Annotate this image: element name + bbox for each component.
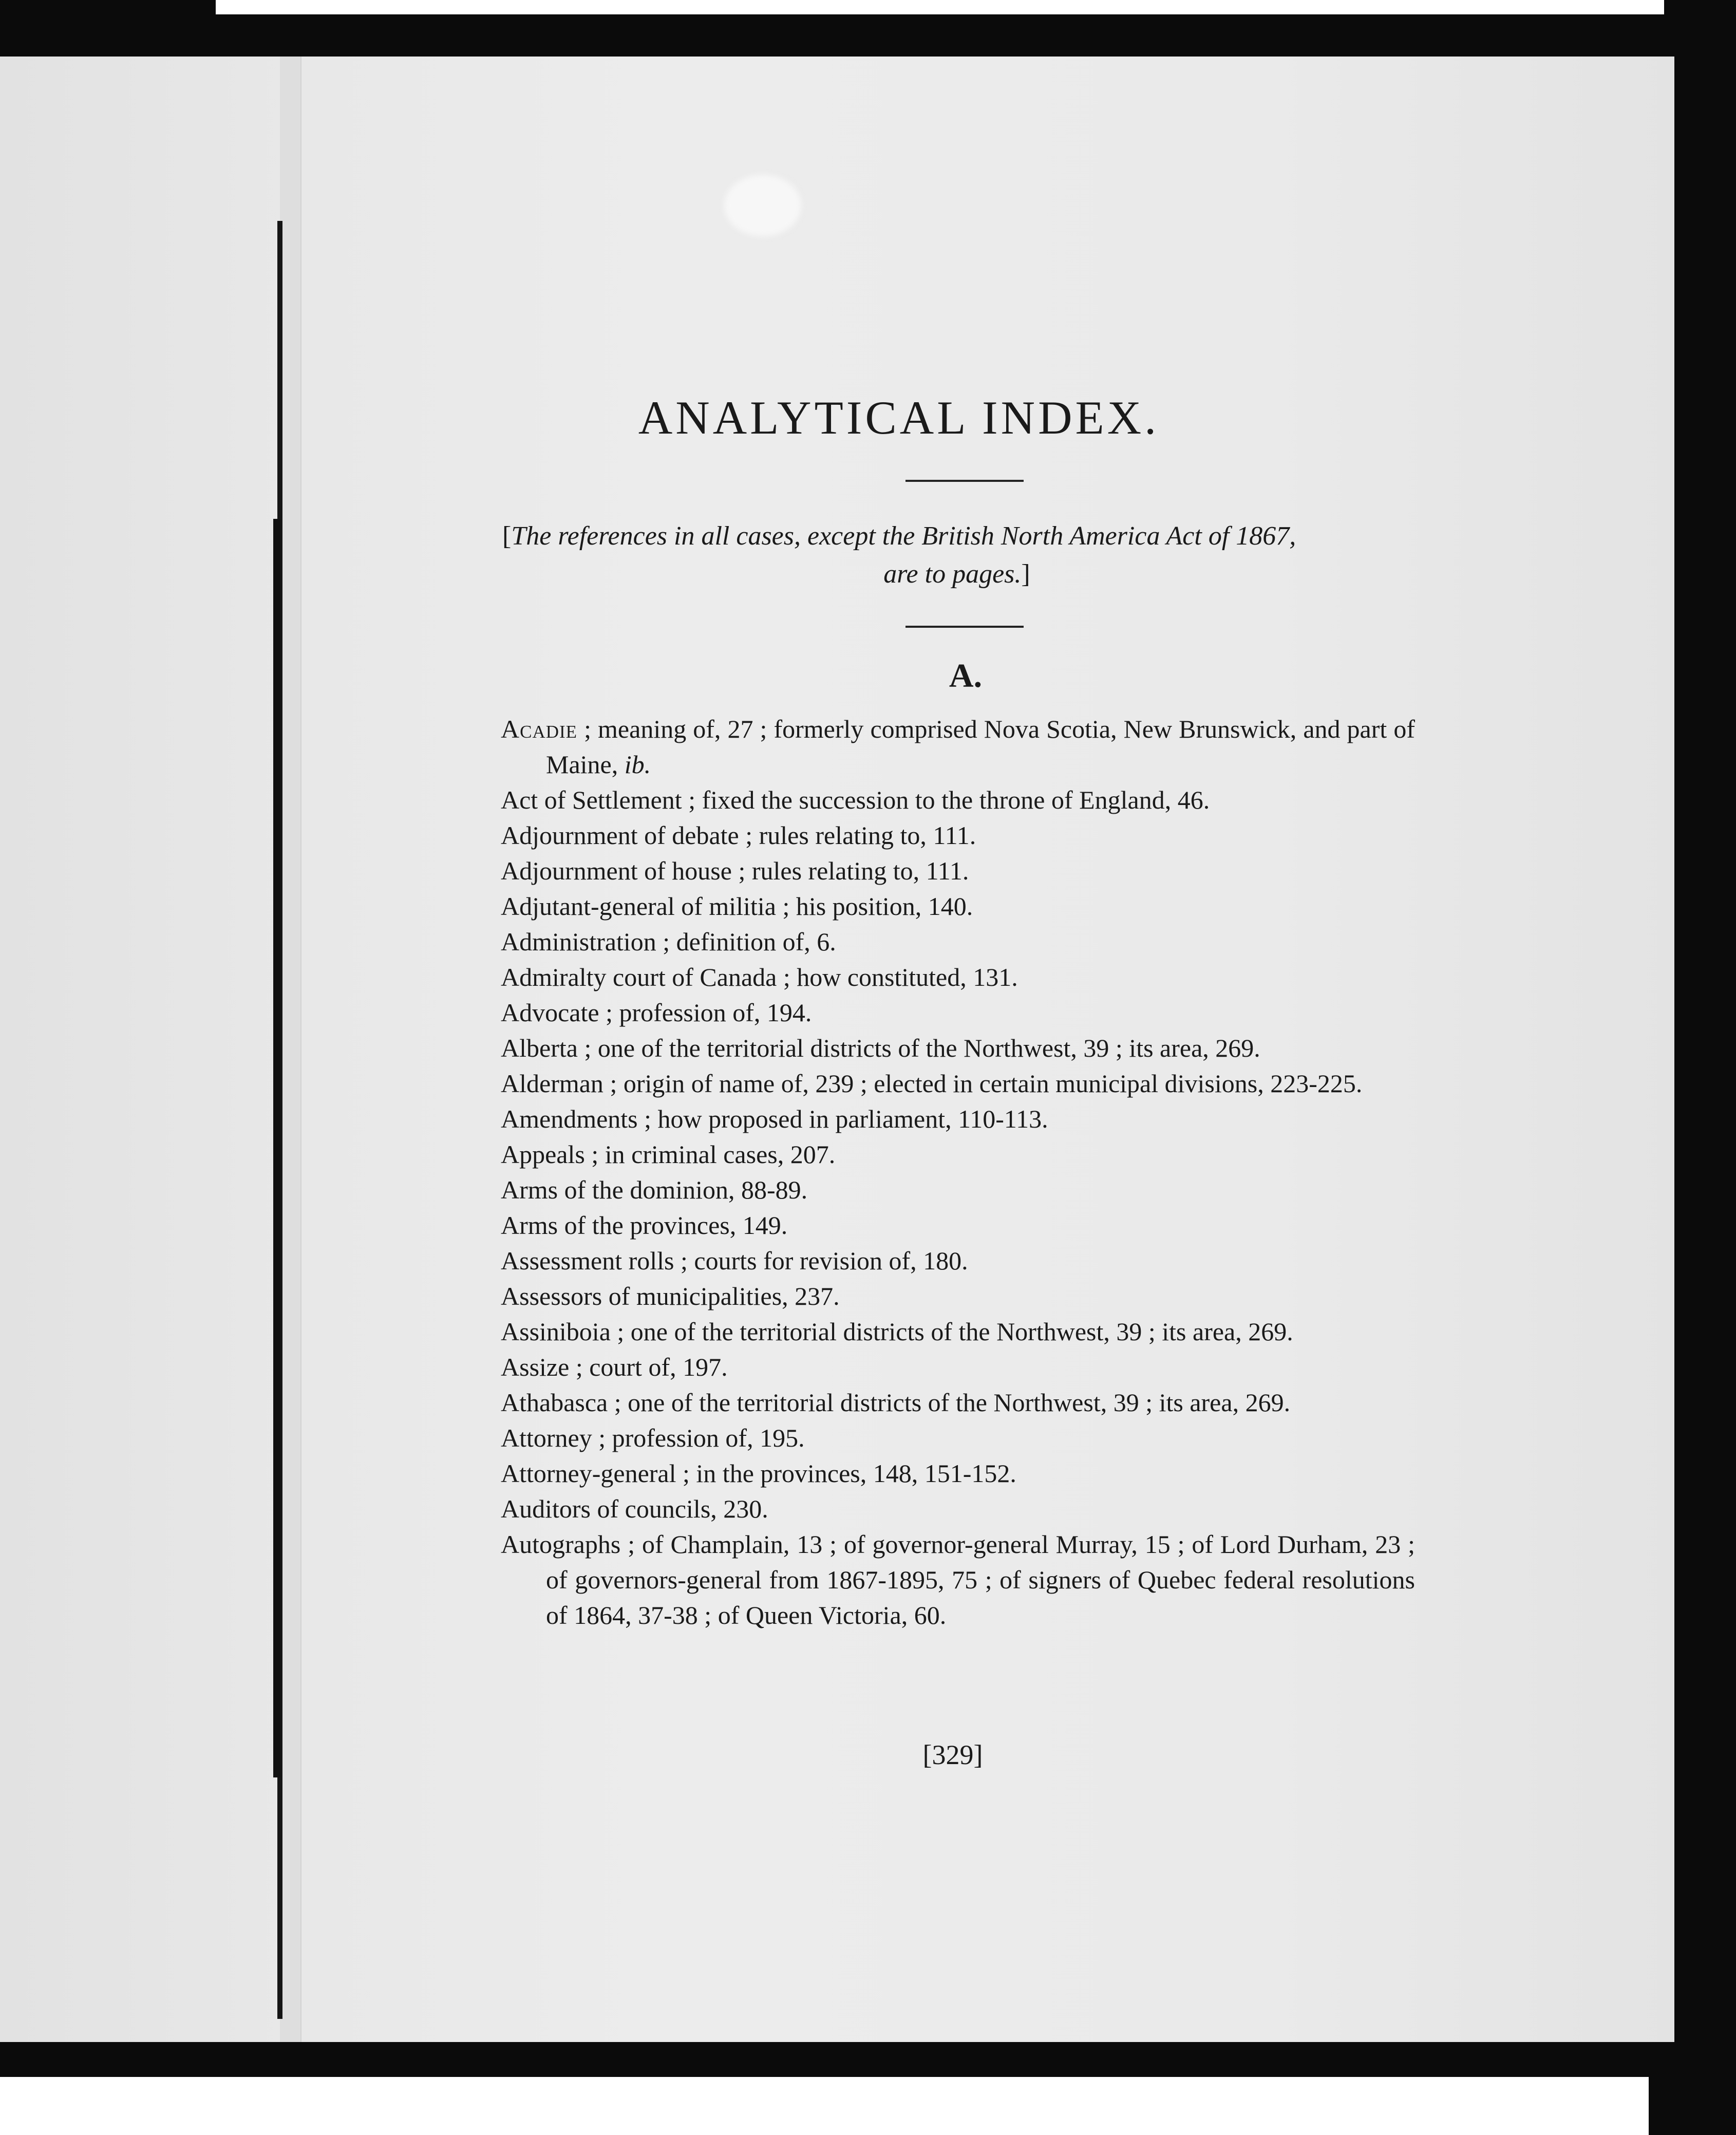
entry-heading: Adjournment of house — [501, 856, 732, 885]
entry-heading: Alderman — [501, 1069, 603, 1098]
entry-heading: Amendments — [501, 1104, 638, 1133]
entry-references: , 88-89. — [728, 1175, 808, 1204]
entry-heading: Athabasca — [501, 1388, 608, 1417]
index-entry — [501, 1491, 1415, 1527]
entry-references: , 230. — [710, 1494, 768, 1523]
index-entry — [501, 1385, 1415, 1420]
index-entry — [501, 1031, 1415, 1066]
entry-references: ; courts for revision of, 180. — [674, 1246, 968, 1275]
entry-references: ; origin of name of, 239 ; elected in certain municipal divisions, 223-225. — [603, 1069, 1363, 1098]
index-entry — [501, 1066, 1415, 1101]
index-entry — [501, 711, 1415, 782]
index-entry — [501, 1172, 1415, 1208]
note-open-bracket: [ — [502, 521, 512, 551]
entry-references: , 149. — [729, 1211, 788, 1240]
entry-references: ; of Champlain, 13 ; of governor-general Murray, 15 ; of Lord Durham, 23 ; of governors-general from 1867-1895, 75 ; of signers of Quebec federal resolutions of 1864, 37-38 ; of Queen Victoria, 60. — [546, 1530, 1415, 1630]
index-entry — [501, 889, 1415, 924]
entry-references: ; profession of, 195. — [592, 1424, 805, 1452]
entry-references: ; in the provinces, 148, 151-152. — [676, 1459, 1016, 1488]
entry-references: ; one of the territorial districts of the Northwest, 39 ; its area, 269. — [577, 1034, 1260, 1062]
note-text-line-1: The references in all cases, except the British North America Act of 1867, — [511, 521, 1296, 551]
index-entry — [501, 1243, 1415, 1279]
entry-heading: Attorney — [501, 1424, 592, 1452]
entry-heading: Adjutant-general of militia — [501, 892, 776, 921]
entry-heading: Advocate — [501, 998, 599, 1027]
index-entry — [501, 782, 1415, 818]
page-title: ANALYTICAL INDEX. — [638, 391, 1160, 444]
entry-references: , 237. — [782, 1282, 840, 1310]
index-entry — [501, 1137, 1415, 1172]
entry-heading: Administration — [501, 927, 656, 956]
entry-heading: Assize — [501, 1353, 570, 1381]
entry-heading: Acadie — [501, 715, 578, 743]
entry-references: ; meaning of, 27 ; formerly comprised Nova Scotia, New Brunswick, and part of Maine, — [546, 715, 1415, 779]
section-heading-a: A. — [949, 657, 983, 695]
note-text-line-2: are to pages. — [883, 559, 1022, 589]
entry-heading: Adjournment of debate — [501, 821, 739, 850]
entry-heading: Appeals — [501, 1140, 585, 1169]
index-entry — [501, 960, 1415, 995]
entry-heading: Act of Settlement — [501, 785, 682, 814]
index-entry — [501, 1527, 1415, 1633]
index-entries — [501, 711, 1415, 1633]
entry-heading: Autographs — [501, 1530, 621, 1559]
entry-heading: Attorney-general — [501, 1459, 676, 1488]
entry-heading: Arms of the provinces — [501, 1211, 730, 1240]
entry-references: ; definition of, 6. — [656, 927, 836, 956]
entry-heading: Assessment rolls — [501, 1246, 674, 1275]
entry-references: ; profession of, 194. — [599, 998, 812, 1027]
entry-references: ; how constituted, 131. — [777, 963, 1018, 991]
reference-note-line-1 — [502, 521, 1411, 551]
reference-note-line-2 — [502, 559, 1411, 589]
index-entry — [501, 1456, 1415, 1491]
entry-references: ; how proposed in parliament, 110-113. — [637, 1104, 1048, 1133]
entry-references: ; court of, 197. — [569, 1353, 728, 1381]
entry-references: ; fixed the succession to the throne of England, 46. — [682, 785, 1210, 814]
index-entry — [501, 818, 1415, 853]
entry-references: ; in criminal cases, 207. — [584, 1140, 836, 1169]
index-entry — [501, 1208, 1415, 1243]
entry-heading: Assiniboia — [501, 1317, 611, 1346]
entry-heading: Assessors of municipalities — [501, 1282, 782, 1310]
entry-references: ; one of the territorial districts of the Northwest, 39 ; its area, 269. — [608, 1388, 1291, 1417]
entry-references: ; one of the territorial districts of the Northwest, 39 ; its area, 269. — [610, 1317, 1293, 1346]
note-rule — [905, 626, 1024, 628]
entry-references: ; rules relating to, 111. — [739, 821, 976, 850]
index-entry — [501, 1279, 1415, 1314]
index-entry — [501, 1314, 1415, 1350]
note-close-bracket: ] — [1021, 559, 1030, 589]
entry-references: ; his position, 140. — [776, 892, 973, 921]
entry-heading: Admiralty court of Canada — [501, 963, 777, 991]
index-entry — [501, 1101, 1415, 1137]
index-entry — [501, 995, 1415, 1031]
entry-references: ; rules relating to, 111. — [731, 856, 969, 885]
entry-ibid: ib. — [624, 750, 651, 779]
index-entry — [501, 1350, 1415, 1385]
index-entry — [501, 1420, 1415, 1456]
index-entry — [501, 853, 1415, 889]
title-rule — [905, 480, 1024, 482]
index-entry — [501, 924, 1415, 960]
page-number: [329] — [922, 1739, 983, 1770]
entry-heading: Arms of the dominion — [501, 1175, 729, 1204]
entry-heading: Auditors of councils — [501, 1494, 711, 1523]
entry-heading: Alberta — [501, 1034, 578, 1062]
